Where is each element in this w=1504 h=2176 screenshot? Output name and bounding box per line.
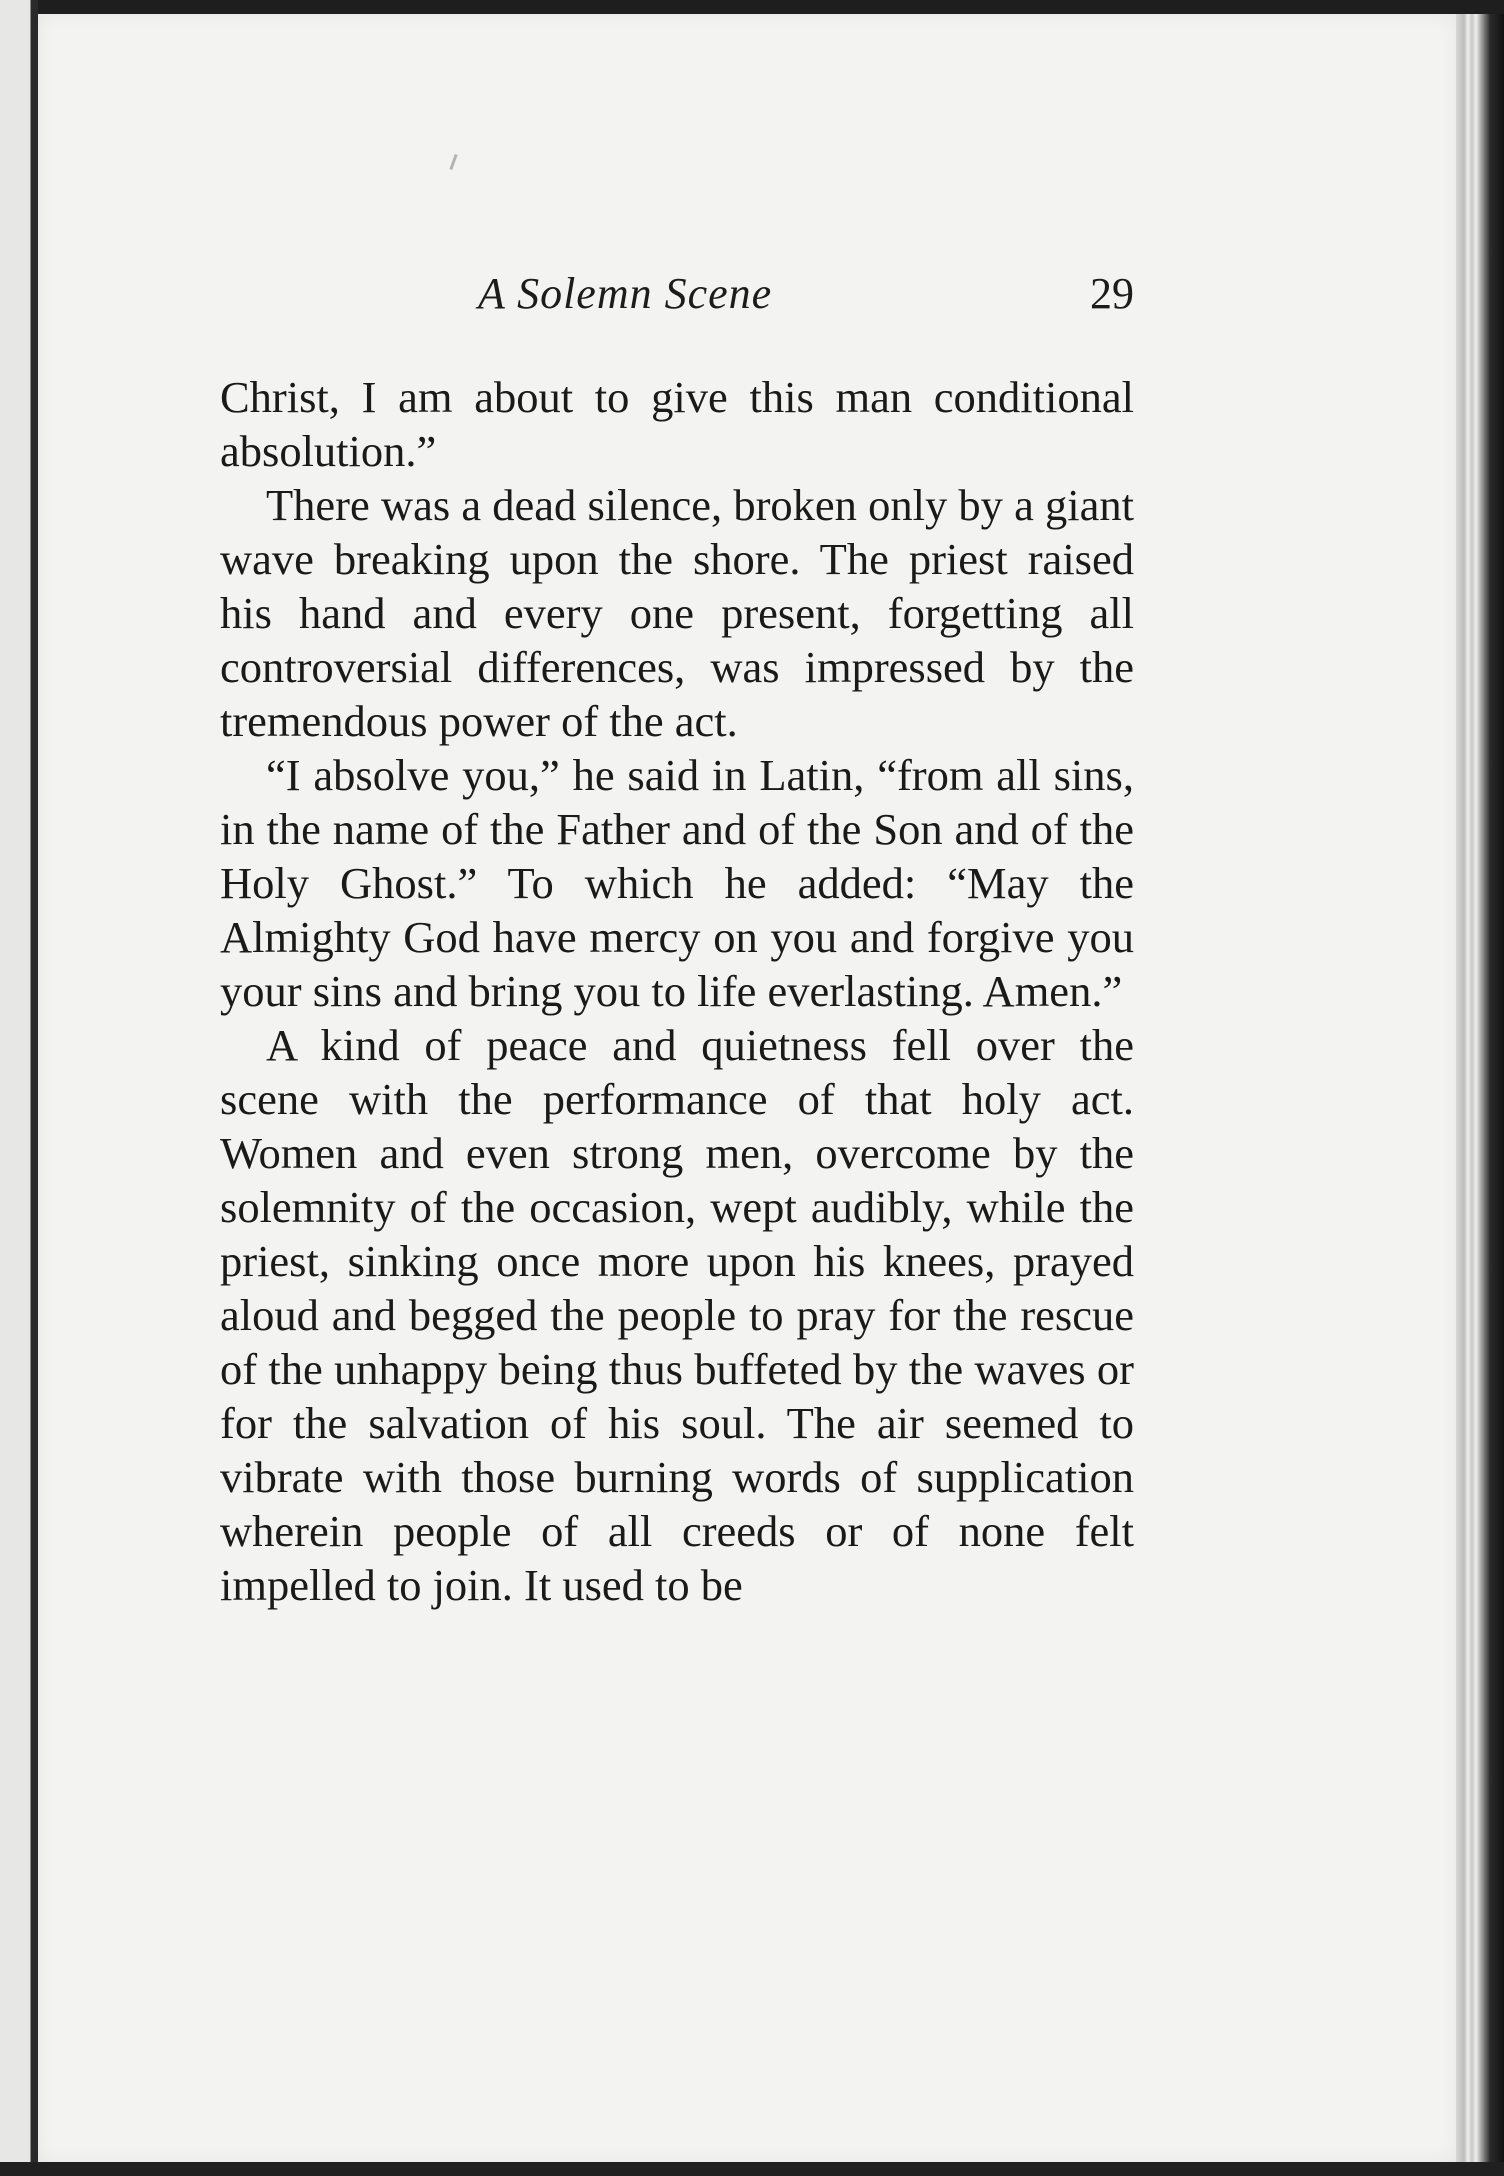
running-title: A Solemn Scene [478, 269, 773, 318]
paragraph: There was a dead silence, broken only by a giant wave breaking upon the shore. The priest raised his hand and every one present, forgetting all controversial differences, was impressed by the tremendous power of the act. [220, 480, 1134, 746]
running-header [220, 268, 1134, 338]
paper-speck [449, 154, 457, 170]
paragraph: “I absolve you,” he said in Latin, “from all sins, in the name of the Father and of the Son and of the Holy Ghost.” To which he added: “May the Almighty God have mercy on you and forgive you your sins and bring you to life everlasting. Amen.” [220, 750, 1134, 1016]
facing-page-edge [0, 0, 38, 2176]
scan-bottom-edge [0, 2162, 1504, 2176]
body-text [220, 370, 1134, 1612]
page-number: 29 [1090, 269, 1134, 318]
scan-top-edge [0, 0, 1504, 14]
paragraph: A kind of peace and quietness fell over the scene with the performance of that holy act. Women and even strong men, overcome by the solemnity of the occasion, wept audibly, while the priest, sinking once more upon his knees, prayed aloud and begged the people to pray for the rescue of the unhappy being thus buffeted by the waves or for the salvation of his soul. The air seemed to vibrate with those burning words of supplication wherein people of all creeds or of none felt impelled to join. It used to be [220, 1020, 1134, 1610]
page-block-edge [1456, 14, 1504, 2176]
paragraph: Christ, I am about to give this man conditional absolution.” [220, 372, 1134, 476]
